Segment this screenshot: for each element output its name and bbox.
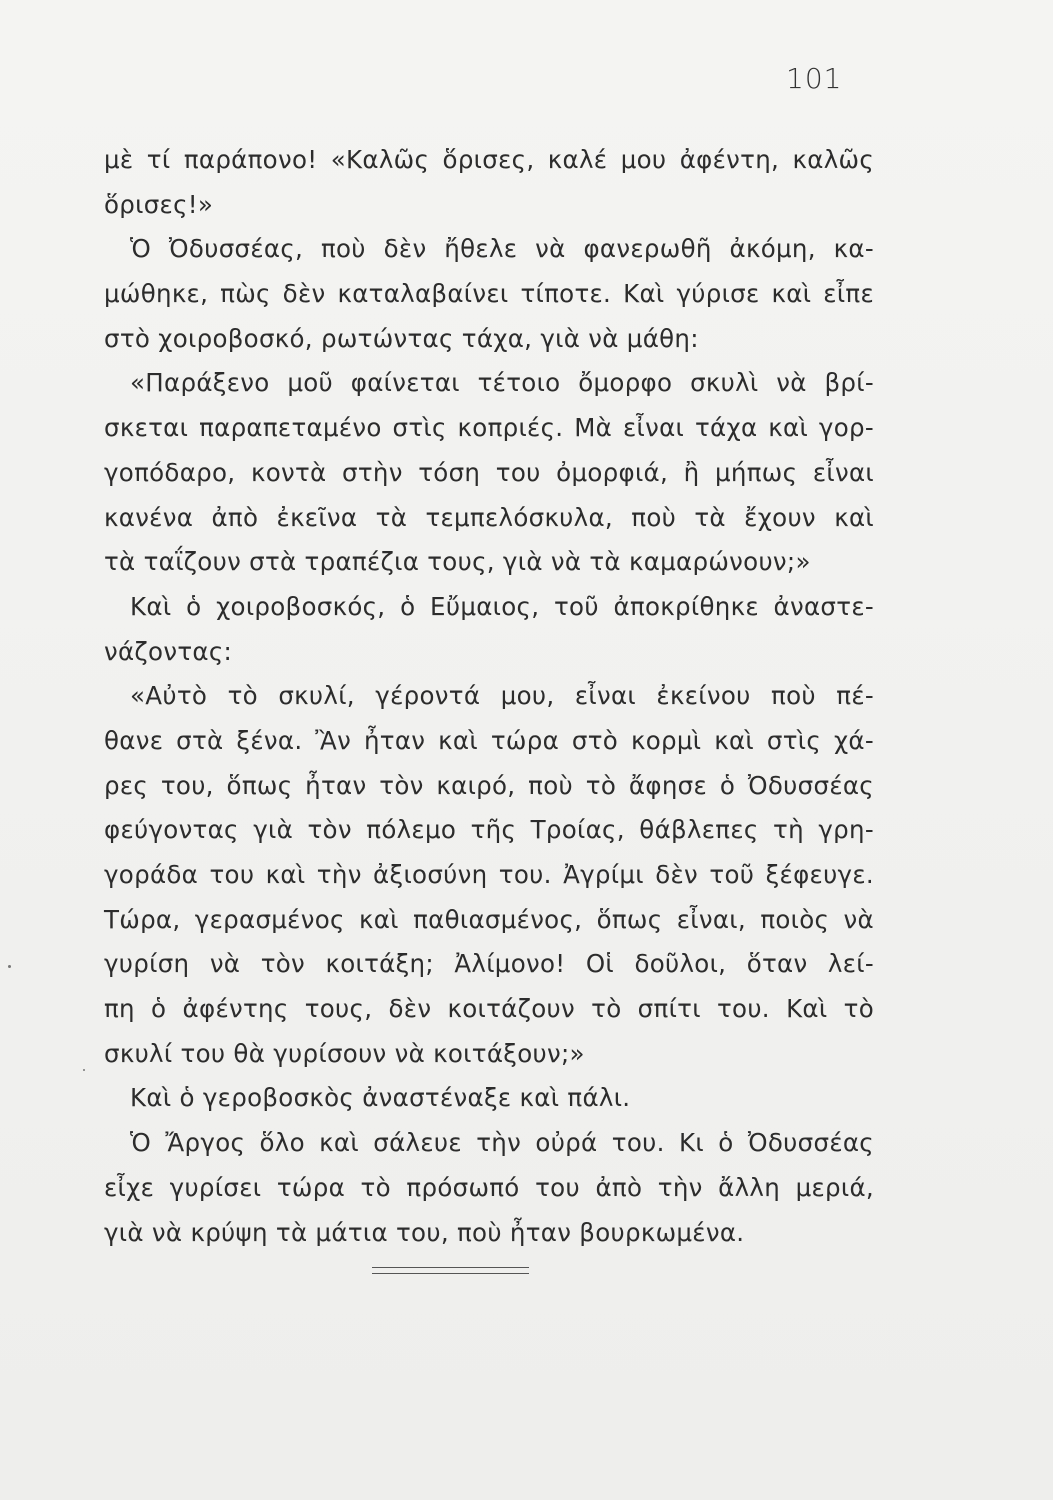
- text-line: θανε στὰ ξένα. Ἂν ἦταν καὶ τώρα στὸ κορμὶ καὶ στὶς χά-: [104, 725, 874, 755]
- paper-speck: [8, 965, 11, 968]
- text-line: γοπόδαρο, κοντὰ στὴν τόση του ὀμορφιά, ἢ μήπως εἶναι: [104, 457, 874, 487]
- text-line: Τώρα, γερασμένος καὶ παθιασμένος, ὅπως εἶναι, ποιὸς νὰ: [104, 904, 874, 934]
- text-line: γιὰ νὰ κρύψη τὰ μάτια του, ποὺ ἦταν βουρκωμένα.: [104, 1217, 745, 1247]
- text-line: στὸ χοιροβοσκό, ρωτώντας τάχα, γιὰ νὰ μάθη:: [104, 323, 699, 353]
- body-text: [104, 138, 874, 1255]
- text-line: μὲ τί παράπονο! «Καλῶς ὅρισες, καλέ μου ἀφέντη, καλῶς: [104, 145, 874, 174]
- text-line: τὰ ταΐζουν στὰ τραπέζια τους, γιὰ νὰ τὰ καμαρώνουν;»: [104, 547, 811, 577]
- text-line: Ὁ Ἄργος ὅλο καὶ σάλευε τὴν οὐρά του. Κι ὁ Ὀδυσσέας: [130, 1128, 874, 1158]
- text-line: Καὶ ὁ χοιροβοσκός, ὁ Εὔμαιος, τοῦ ἀποκρίθηκε ἀναστε-: [130, 591, 874, 621]
- text-line: φεύγοντας γιὰ τὸν πόλεμο τῆς Τροίας, θάβλεπες τὴ γρη-: [104, 815, 874, 845]
- text-line: σκυλί του θὰ γυρίσουν νὰ κοιτάξουν;»: [104, 1038, 585, 1068]
- text-line: ὅρισες!»: [104, 189, 214, 219]
- text-line: πη ὁ ἀφέντης τους, δὲν κοιτάζουν τὸ σπίτι του. Καὶ τὸ: [104, 994, 874, 1024]
- section-end-rule-top: [372, 1267, 529, 1268]
- text-line: νάζοντας:: [104, 636, 233, 666]
- page-number: 101: [786, 62, 843, 95]
- text-line: «Αὐτὸ τὸ σκυλί, γέροντά μου, εἶναι ἐκείνου ποὺ πέ-: [130, 681, 874, 711]
- text-line: «Παράξενο μοῦ φαίνεται τέτοιο ὄμορφο σκυλὶ νὰ βρί-: [130, 368, 874, 398]
- paper-speck: [83, 1069, 85, 1071]
- section-end-rule-bottom: [372, 1273, 529, 1274]
- text-line: εἶχε γυρίσει τώρα τὸ πρόσωπό του ἀπὸ τὴν ἄλλη μεριά,: [104, 1172, 874, 1202]
- text-line: Ὁ Ὀδυσσέας, ποὺ δὲν ἤθελε νὰ φανερωθῆ ἀκόμη, κα-: [130, 234, 874, 264]
- text-line: ρες του, ὅπως ἦταν τὸν καιρό, ποὺ τὸ ἄφησε ὁ Ὀδυσσέας: [104, 770, 874, 800]
- text-line: κανένα ἀπὸ ἐκεῖνα τὰ τεμπελόσκυλα, ποὺ τὰ ἔχουν καὶ: [104, 502, 874, 532]
- text-line: Καὶ ὁ γεροβοσκὸς ἀναστέναξε καὶ πάλι.: [130, 1083, 631, 1113]
- text-line: μώθηκε, πὼς δὲν καταλαβαίνει τίποτε. Καὶ γύρισε καὶ εἶπε: [104, 279, 874, 309]
- text-line: γυρίση νὰ τὸν κοιτάξη; Ἀλίμονο! Οἱ δοῦλοι, ὅταν λεί-: [104, 949, 874, 979]
- text-line: σκεται παραπεταμένο στὶς κοπριές. Μὰ εἶναι τάχα καὶ γορ-: [104, 413, 874, 443]
- text-line: γοράδα του καὶ τὴν ἀξιοσύνη του. Ἀγρίμι δὲν τοῦ ξέφευγε.: [104, 860, 874, 889]
